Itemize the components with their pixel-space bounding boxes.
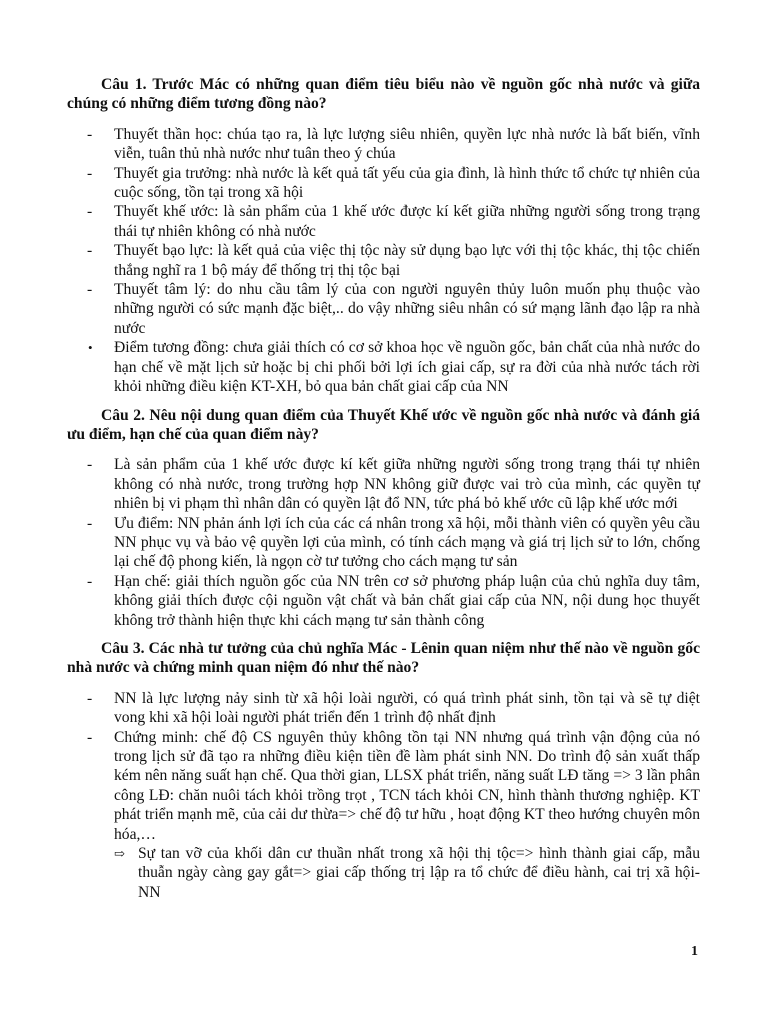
list-item-text: Hạn chế: giải thích nguồn gốc của NN trên cơ sở phương pháp luận của chủ nghĩa duy tâm, không giải thích được cội nguồn vật chất và bản chất giai cấp của NN, nội dung học thuyết không trở thành hiện thực khi cách mạng tư sản thành công [114, 572, 700, 629]
question-2-list [67, 455, 700, 630]
page-number: 1 [691, 944, 698, 959]
dash-marker: - [87, 572, 93, 590]
sub-list-item-text: Sự tan vỡ của khối dân cư thuần nhất trong xã hội thị tộc=> hình thành giai cấp, mẫu thuẫn ngày càng gay gắt=> giai cấp thống trị lập ra tổ chức để điều hành, cai trị xã hội- NN [138, 845, 700, 901]
list-item-text: Thuyết tâm lý: do nhu cầu tâm lý của con người nguyên thủy luôn muốn phụ thuộc vào những người có sức mạnh đặc biệt,.. do vậy những siêu nhân có sứ mạng lãnh đạo lập ra nhà nước [114, 281, 700, 337]
dash-marker: - [87, 203, 93, 221]
dash-marker: - [87, 125, 93, 143]
list-item [67, 338, 700, 396]
list-item-text: Thuyết gia trưởng: nhà nước là kết quả tất yếu của gia đình, là hình thức tổ chức tự nhiên của cuộc sống, tồn tại trong xã hội [114, 164, 700, 202]
list-item [67, 455, 700, 513]
list-item-text: Điểm tương đồng: chưa giải thích có cơ sở khoa học về nguồn gốc, bản chất của nhà nước do hạn chế về mặt lịch sử hoặc bị chi phối bởi lợi ích giai cấp, sự ra đời của nhà nước tách rời khỏi những điều kiện KT-XH, bỏ qua bản chất giai cấp của NN [114, 339, 700, 396]
list-item [67, 514, 700, 572]
list-item-text: Thuyết thần học: chúa tạo ra, là lực lượng siêu nhiên, quyền lực nhà nước là bất biến, vĩnh viễn, tuân thủ nhà nước như tuân theo ý chúa [114, 125, 700, 163]
question-3-heading: Câu 3. Các nhà tư tưởng của chủ nghĩa Mác - Lênin quan niệm như thế nào về nguồn gốc nhà nước và chứng minh quan niệm đó như thế nào? [67, 639, 700, 677]
list-item [67, 728, 700, 903]
list-item-text: Thuyết khế ước: là sản phẩm của 1 khế ước được kí kết giữa những người sống trong trạng thái tự nhiên không có nhà nước [114, 203, 700, 240]
question-1-list [67, 125, 700, 397]
list-item [67, 241, 700, 280]
dash-marker: - [87, 242, 93, 260]
list-item-text: Thuyết bạo lực: là kết quả của việc thị tộc này sử dụng bạo lực với thị tộc khác, thị tộc chiến thắng nghĩ ra 1 bộ máy để thống trị thị tộc bại [114, 242, 700, 279]
list-item-text: Ưu điểm: NN phản ánh lợi ích của các cá nhân trong xã hội, mỗi thành viên có quyền yêu cầu NN phục vụ và bảo vệ quyền lợi của mình, có tính cách mạng và giá trị lịch sử to lớn, chống lại chế độ phong kiến, là ngọn cờ tư tưởng cho cách mạng tư sản [114, 514, 700, 571]
list-item [67, 125, 700, 164]
dash-marker: - [87, 281, 93, 299]
list-item-text: Là sản phẩm của 1 khế ước được kí kết giữa những người sống trong trạng thái tự nhiên không có nhà nước, trong trường hợp NN không giữ được vai trò của mình, các quyền tự nhiên bị vi phạm thì nhân dân có quyền lật đổ NN, tức phá bỏ khế ước cũ lập khế ước mới [114, 456, 700, 513]
list-item-text: NN là lực lượng nảy sinh từ xã hội loài người, có quá trình phát sinh, tồn tại và sẽ tự diệt vong khi xã hội loài người phát triển đến 1 trình độ nhất định [114, 689, 700, 727]
document-body [67, 75, 700, 911]
list-item [67, 689, 700, 728]
list-item [67, 572, 700, 630]
bullet-icon: • [88, 340, 93, 356]
sub-list-item [114, 844, 700, 902]
dash-marker: - [87, 514, 93, 532]
list-item [67, 164, 700, 203]
list-item [67, 280, 700, 338]
dash-marker: - [87, 689, 93, 707]
list-item-text: Chứng minh: chế độ CS nguyên thủy không tồn tại NN nhưng quá trình vận động của nó trong lịch sử đã tạo ra những điều kiện tiền đề làm phát sinh NN. Do trình độ sản xuất thấp kém nên năng suất hạn chế. Qua thời gian, LLSX phát triển, năng suất LĐ tăng => 3 lần phân công LĐ: chăn nuôi tách khỏi trồng trọt , TCN tách khỏi CN, hình thành thương nghiệp. KT phát triển mạnh mẽ, của cải dư thừa=> chế độ tư hữu , hoạt động KT theo hướng chuyên môn hóa,… [114, 728, 700, 843]
question-3-sublist [114, 844, 700, 902]
dash-marker: - [87, 456, 93, 474]
dash-marker: - [87, 728, 93, 746]
list-item [67, 202, 700, 241]
question-1-heading: Câu 1. Trước Mác có những quan điểm tiêu biểu nào về nguồn gốc nhà nước và giữa chúng có những điểm tương đồng nào? [67, 76, 700, 113]
arrow-right-icon: ⇨ [114, 846, 125, 862]
question-2-heading: Câu 2. Nêu nội dung quan điểm của Thuyết Khế ước về nguồn gốc nhà nước và đánh giá ưu điểm, hạn chế của quan điểm này? [67, 406, 700, 443]
question-3-list [67, 689, 700, 902]
dash-marker: - [87, 164, 93, 182]
